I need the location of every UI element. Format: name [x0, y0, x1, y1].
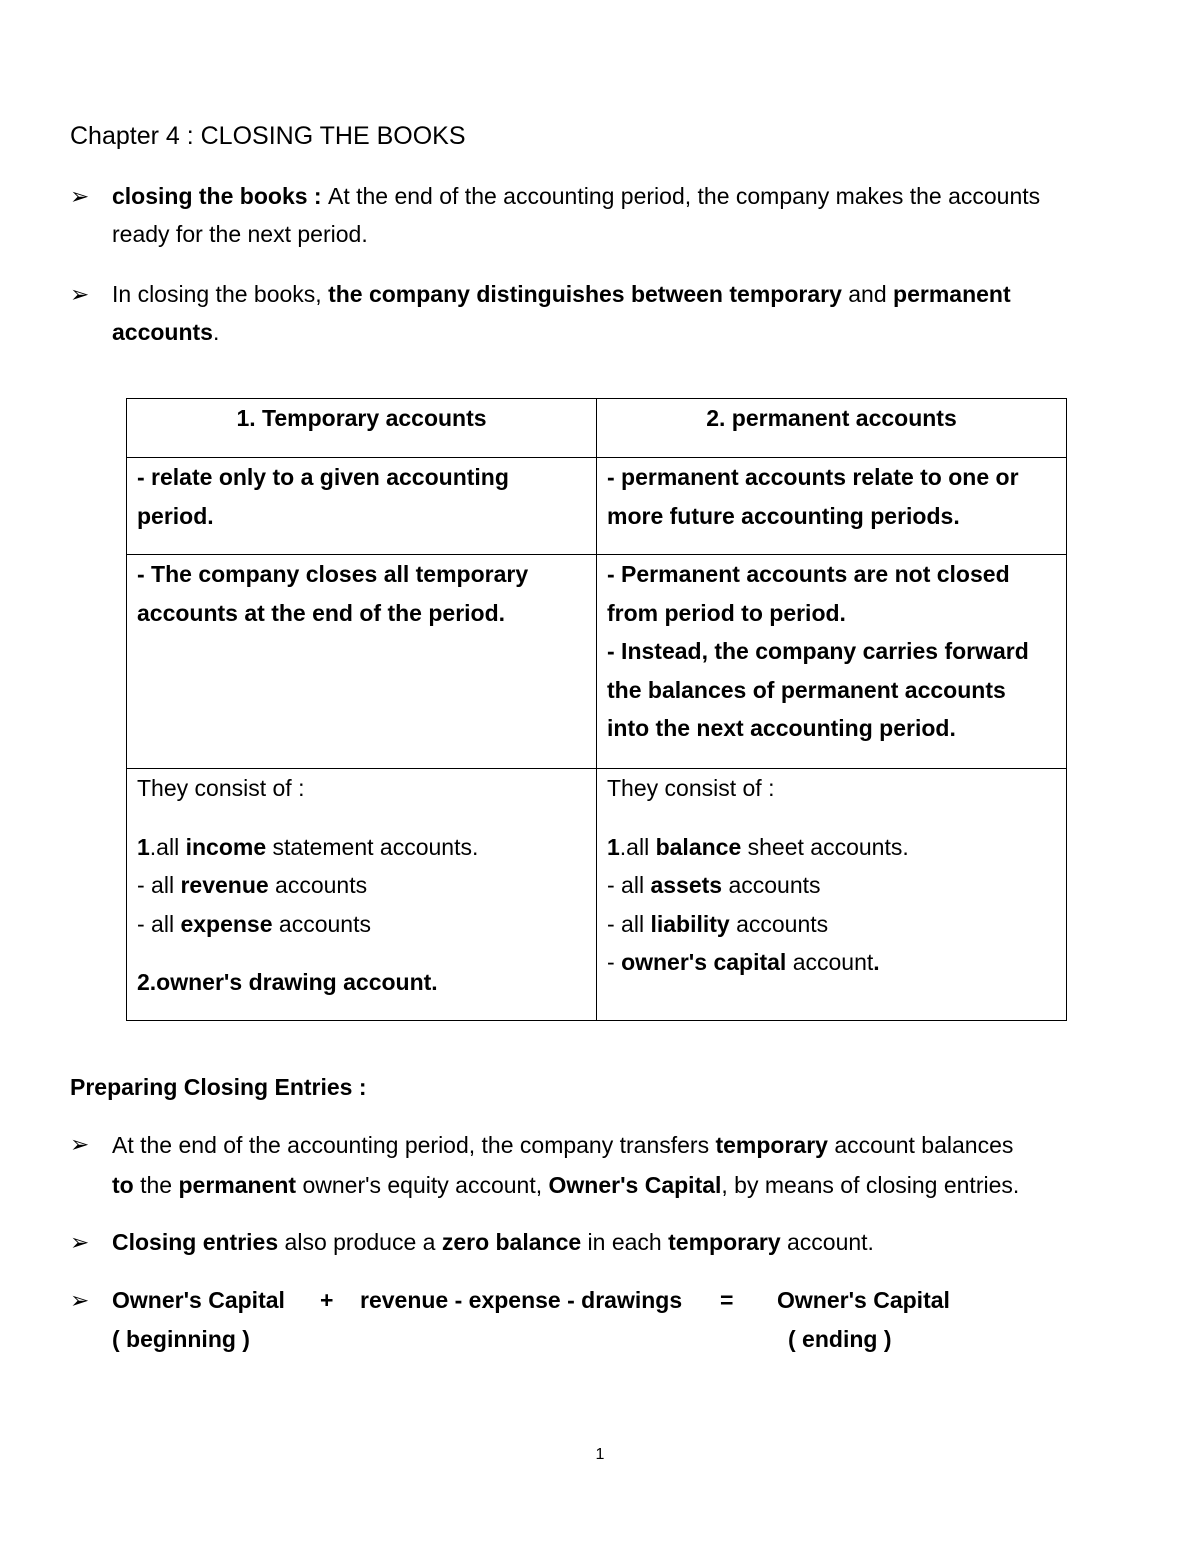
table-cell-temporary-list [127, 769, 597, 1021]
chapter-title: Chapter 4 : CLOSING THE BOOKS [70, 122, 466, 150]
arrow-bullet-icon: ➢ [70, 1287, 90, 1313]
table-cell [127, 458, 597, 555]
text: sheet accounts. [741, 833, 909, 860]
text: , by means of closing entries. [721, 1172, 1020, 1198]
table-cell [597, 555, 1067, 769]
formula-equals: = [720, 1287, 734, 1313]
list-number: 1 [137, 833, 150, 860]
header-temporary: 1. Temporary accounts [127, 399, 597, 458]
text-bold: temporary [668, 1229, 781, 1255]
text-bold: temporary [715, 1132, 828, 1158]
cell-line: - The company closes all temporary [137, 561, 529, 587]
header-permanent: 2. permanent accounts [597, 399, 1067, 458]
text-bold: Closing entries [112, 1229, 279, 1255]
arrow-bullet-icon: ➢ [70, 1131, 90, 1157]
cell-line: the balances of permanent accounts [607, 676, 1006, 703]
table-row [127, 769, 1067, 1021]
cell-line: accounts at the end of the period. [137, 599, 506, 626]
text: the [133, 1172, 179, 1198]
consist-label: They consist of : [607, 775, 775, 801]
text: accounts [272, 910, 371, 937]
text-bold: owner's capital [621, 949, 787, 975]
term-separator: : [307, 183, 328, 209]
text-bold: liability [650, 910, 730, 937]
arrow-bullet-icon: ➢ [70, 183, 90, 209]
cell-line: - Instead, the company carries forward [607, 638, 1029, 664]
consist-label: They consist of : [137, 775, 305, 801]
page-number: 1 [595, 1446, 605, 1463]
text: accounts [722, 872, 821, 898]
text: - [607, 949, 622, 975]
text: and [841, 281, 894, 307]
term-closing-books: closing the books [112, 183, 308, 209]
accounts-comparison-table [126, 398, 1067, 1021]
text: .all [619, 833, 656, 860]
text: - all [137, 872, 181, 898]
table-cell [127, 555, 597, 769]
text-bold: balance [655, 833, 742, 860]
cell-line: - Permanent accounts are not closed [607, 561, 1010, 587]
cell-line: - relate only to a given accounting [137, 464, 509, 490]
cell-line: - permanent accounts relate to one or [607, 464, 1019, 490]
text: in each [581, 1229, 669, 1255]
cell-line: into the next accounting period. [607, 715, 956, 741]
text-bold: accounts [112, 319, 213, 345]
text: accounts [729, 910, 829, 937]
formula-capital-beginning: Owner's Capital [112, 1287, 285, 1313]
cell-line: more future accounting periods. [607, 502, 960, 529]
text: - all [137, 910, 181, 937]
cell-line: from period to period. [607, 599, 846, 626]
text: At the end of the accounting period, the company transfers [112, 1132, 716, 1158]
text: - all [607, 872, 651, 898]
section-heading: Preparing Closing Entries : [70, 1074, 367, 1100]
text-bold: expense [180, 910, 273, 937]
text: In closing the books, [112, 281, 329, 307]
table-cell-permanent-list [597, 769, 1067, 1021]
formula-beginning-label: ( beginning ) [112, 1326, 250, 1352]
text-bold: permanent [178, 1172, 297, 1198]
text: also produce a [278, 1229, 442, 1255]
text: account balances [827, 1132, 1014, 1158]
text: . [212, 319, 220, 345]
arrow-bullet-icon: ➢ [70, 1229, 90, 1255]
text: account [786, 949, 874, 975]
text-bold: Owner's Capital [548, 1172, 722, 1198]
table-header-row [127, 399, 1067, 458]
text-bold: revenue [180, 872, 269, 898]
definition-text: At the end of the accounting period, the company makes the accounts [327, 183, 1041, 209]
arrow-bullet-icon: ➢ [70, 281, 90, 307]
bullet-zero-balance [70, 1223, 1130, 1261]
text: accounts [268, 872, 368, 898]
text-bold: zero balance [441, 1229, 582, 1255]
table-row [127, 555, 1067, 769]
text-bold: assets [650, 872, 723, 898]
bullet-transfers [70, 1125, 1130, 1205]
text-bold: to [112, 1172, 134, 1198]
formula-capital-ending: Owner's Capital [777, 1287, 950, 1313]
text-bold: the company distinguishes between temporary [328, 281, 842, 307]
table-cell [597, 458, 1067, 555]
text: .all [149, 833, 186, 860]
text: owner's equity account, [296, 1172, 549, 1198]
formula-middle: revenue - expense - drawings [360, 1287, 683, 1313]
table-row [127, 458, 1067, 555]
text-bold: . [873, 949, 880, 975]
bullet-distinguishes [70, 275, 1130, 351]
definition-text-cont: ready for the next period. [112, 221, 368, 247]
text: statement accounts. [266, 833, 479, 860]
formula-ending-label: ( ending ) [788, 1326, 892, 1352]
bullet-closing-books [70, 177, 1130, 253]
list-number: 1 [607, 833, 620, 860]
text-bold: permanent [893, 281, 1011, 307]
formula-plus: + [320, 1287, 334, 1313]
text-bold: income [185, 833, 267, 860]
cell-line: period. [137, 502, 214, 529]
text-bold: 2.owner's drawing account. [137, 969, 438, 995]
text: - all [607, 910, 651, 937]
text: account. [780, 1229, 874, 1255]
